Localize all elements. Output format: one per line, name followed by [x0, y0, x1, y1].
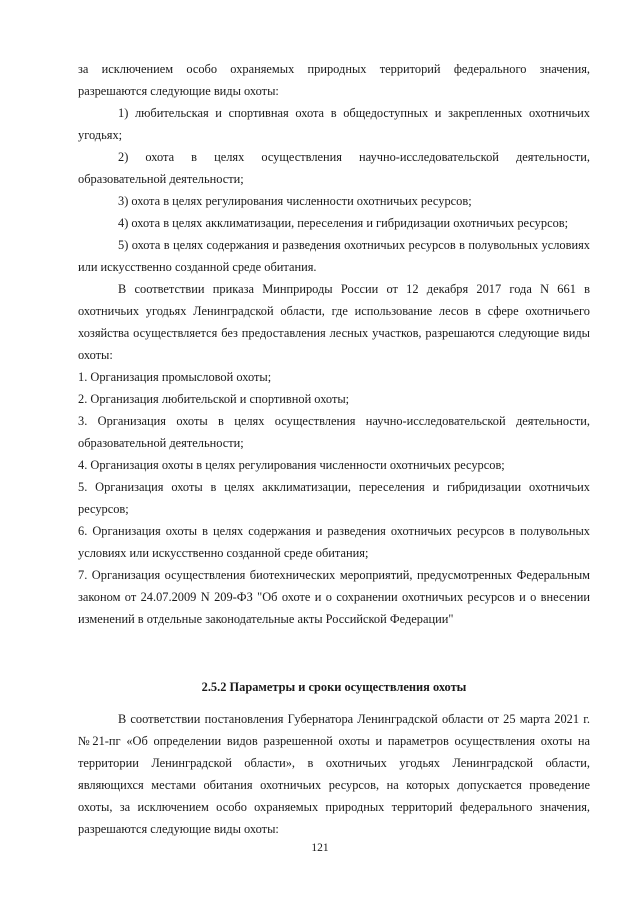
body-text-top	[78, 58, 590, 630]
section-heading: 2.5.2 Параметры и сроки осуществления охоты	[201, 680, 467, 694]
list-item: 2. Организация любительской и спортивной охоты;	[78, 392, 350, 406]
paragraph: В соответствии постановления Губернатора Ленинградской области от 25 марта 2021 г. №21-пг «Об определении видов разрешенной охоты и параметров осуществления охоты на территории Ленинградской области», в охотничьих угодьях Ленинградской области, являющихся местами обитания охотничьих ресурсов, на которых допускается проведение охоты, за исключением особо охраняемых природных территорий федерального значения, разрешаются следующие виды охоты:	[78, 712, 590, 836]
page-number: 121	[311, 842, 329, 854]
list-item: 3. Организация охоты в целях осуществления научно-исследовательской деятельности, образовательной деятельности;	[78, 414, 590, 450]
list-item: 5. Организация охоты в целях акклиматизации, переселения и гибридизации охотничьих ресурсов;	[78, 480, 590, 516]
paragraph: 3) охота в целях регулирования численности охотничьих ресурсов;	[118, 194, 472, 208]
list-item: 4. Организация охоты в целях регулирования численности охотничьих ресурсов;	[78, 458, 505, 472]
list-item: 1. Организация промысловой охоты;	[78, 370, 272, 384]
section-spacer	[78, 630, 590, 676]
list-item: 7. Организация осуществления биотехнических мероприятий, предусмотренных Федеральным законом от 24.07.2009 N 209-ФЗ "Об охоте и о сохранении охотничьих ресурсов и о внесении изменений в отдельные законодательные акты Российской Федерации"	[78, 568, 590, 626]
paragraph: 1) любительская и спортивная охота в общедоступных и закрепленных охотничьих угодьях;	[78, 106, 590, 142]
paragraph: 2) охота в целях осуществления научно-исследовательской деятельности, образовательной деятельности;	[78, 150, 590, 186]
paragraph: 5) охота в целях содержания и разведения охотничьих ресурсов в полувольных условиях или искусственно созданной среде обитания.	[78, 238, 590, 274]
paragraph: В соответствии приказа Минприроды России от 12 декабря 2017 года N 661 в охотничьих угодьях Ленинградской области, где использование лесов в сфере охотничьего хозяйства осуществляется без предоставления лесных участков, разрешаются следующие виды охоты:	[78, 282, 590, 362]
paragraph: 4) охота в целях акклиматизации, переселения и гибридизации охотничьих ресурсов;	[118, 216, 569, 230]
document-page	[78, 58, 590, 840]
heading-spacer	[78, 698, 590, 708]
list-item: 6. Организация охоты в целях содержания и разведения охотничьих ресурсов в полувольных условиях или искусственно созданной среде обитания;	[78, 524, 590, 560]
body-text-bottom	[78, 708, 590, 840]
list-item: за исключением особо охраняемых природных территорий федерального значения, разрешаются следующие виды охоты:	[78, 62, 590, 98]
